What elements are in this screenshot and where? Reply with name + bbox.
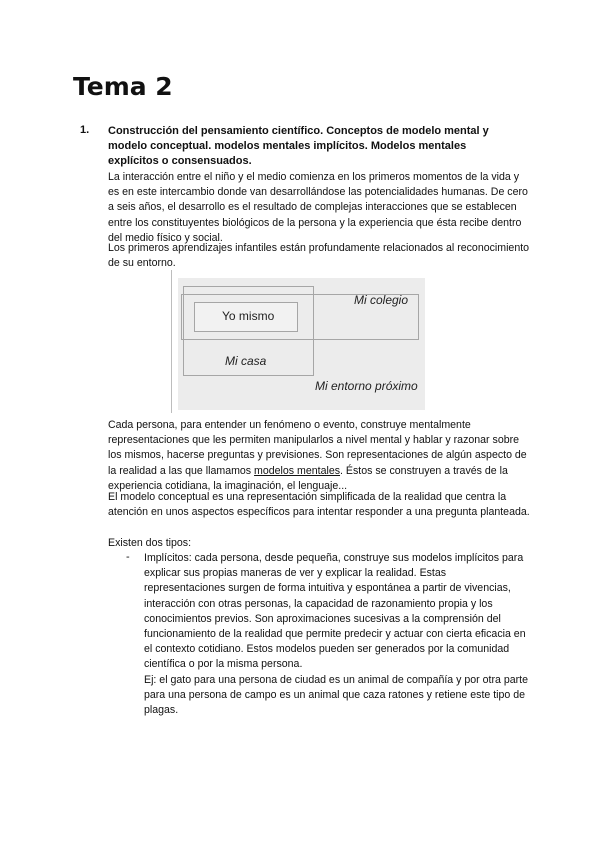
implicit-models-item — [144, 551, 529, 718]
implicit-models-example: Ej: el gato para una persona de ciudad es un animal de compañía y por otra parte para una persona de campo es un animal que caza ratones y retiene este tipo de plagas. — [144, 673, 528, 717]
section-number: 1. — [80, 124, 90, 136]
first-learning-paragraph: Los primeros aprendizajes infantiles están profundamente relacionados al reconocimiento de su entorno. — [108, 242, 530, 270]
diagram-left-rule — [171, 270, 172, 413]
home-label: Mi casa — [225, 354, 267, 368]
section-heading: Construcción del pensamiento científico. Conceptos de modelo mental y modelo conceptual. modelos mentales implícitos. Modelos mentales explícitos o consensuados. — [108, 125, 489, 167]
types-intro: Existen dos tipos: — [108, 537, 192, 549]
self-label: Yo mismo — [222, 309, 275, 323]
mental-models-term: modelos mentales — [254, 464, 341, 477]
implicit-models-text: Implícitos: cada persona, desde pequeña, construye sus modelos implícitos para explicar sus propias maneras de ver y explicar la realidad. Estas representaciones surgen de forma intuitiva y espontánea a partir de vivencias, interacción con otras personas, la capacidad de razonamiento propia y los conocimientos previos. Son aproximaciones sucesivas a la comprensión del funcionamiento de la realidad que permite predecir y actuar con cierta eficacia en el contexto cotidiano. Estos modelos pueden ser generados por la comunidad científica o por la misma persona. — [144, 552, 526, 671]
mental-models-paragraph: Cada persona, para entender un fenómeno o evento, construye mentalmente representaciones que les permiten manipularlos a nivel mental y hablar y razonar sobre los mismos, hacerse preguntas y previsiones. Son representaciones de algún aspecto de la realidad a las que llamamos modelos mentales. Éstos se construyen a través de la experiencia cotidiana, la imaginación, el lenguaje... — [108, 419, 527, 492]
conceptual-model-paragraph: El modelo conceptual es una representación simplificada de la realidad que centra la atención en unos aspectos específicos para intentar responder a una pregunta planteada. — [108, 491, 530, 519]
environment-label: Mi entorno próximo — [315, 379, 418, 393]
intro-paragraph: La interacción entre el niño y el medio comienza en los primeros momentos de la vida y es en este intercambio donde van desarrollándose las potencialidades humanas. De cero a seis años, el desarrollo es el resultado de complejas interacciones que se establecen entre los constituyentes biológicos de la persona y la experiencia que ésta recibe dentro del medio físico y social. — [108, 171, 528, 244]
page-title: Tema 2 — [73, 72, 173, 101]
bullet-dash: - — [126, 551, 130, 563]
school-label: Mi colegio — [354, 293, 409, 307]
environment-diagram — [171, 270, 425, 410]
